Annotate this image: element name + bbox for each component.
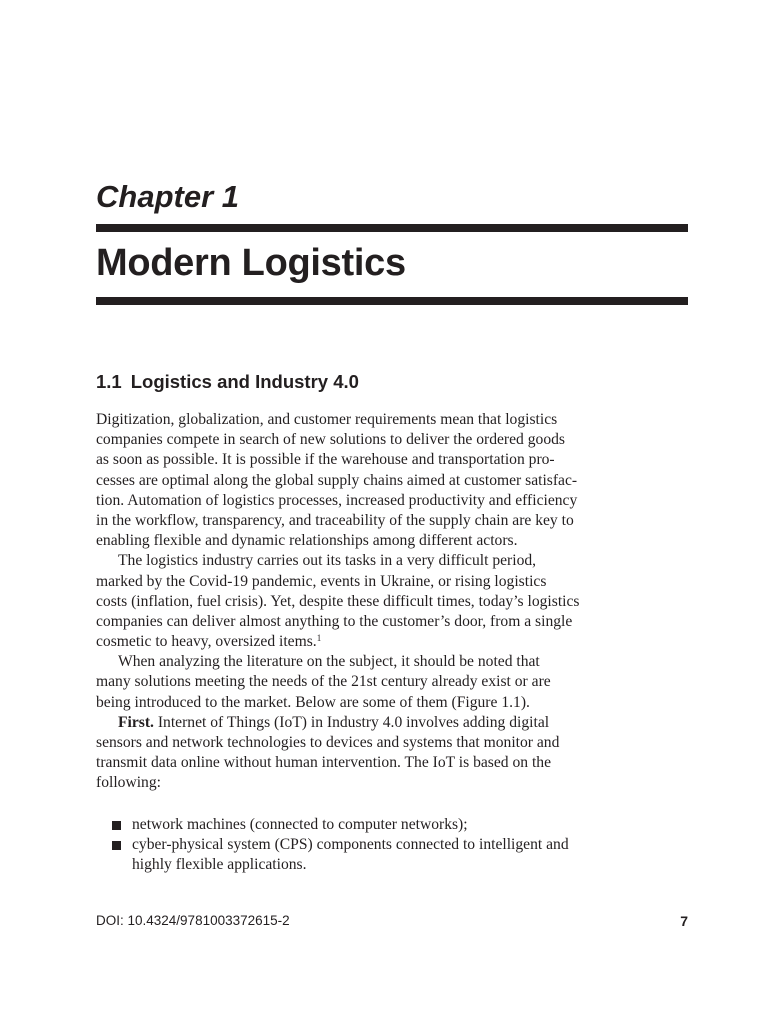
paragraph-line <box>96 632 688 652</box>
chapter-title: Modern Logistics <box>96 242 406 284</box>
chapter-rule-top <box>96 224 688 232</box>
paragraph-line <box>96 713 688 733</box>
paragraph-line: tion. Automation of logistics processes, increased productivity and efficiency <box>96 491 578 509</box>
chapter-label: Chapter 1 <box>96 179 239 214</box>
bullet-item <box>96 835 688 875</box>
paragraph-line: cesses are optimal along the global supply chains aimed at customer satisfac- <box>96 471 578 489</box>
paragraph-line: following: <box>96 774 161 792</box>
bullet-line <box>96 815 688 835</box>
square-bullet-icon <box>112 821 121 830</box>
bullet-text: cyber-physical system (CPS) components connected to intelligent and <box>132 835 569 853</box>
paragraph-line: Digitization, globalization, and customer requirements mean that logistics <box>96 411 558 428</box>
section-heading <box>96 368 359 396</box>
paragraph-line: in the workflow, transparency, and traceability of the supply chain are key to <box>96 511 574 529</box>
paragraph-line: enabling flexible and dynamic relationships among different actors. <box>96 532 518 550</box>
paragraph-1 <box>96 410 688 551</box>
paragraph-3 <box>96 652 688 713</box>
paragraph-line: transmit data online without human intervention. The IoT is based on the <box>96 754 552 772</box>
paragraph-line-text: cosmetic to heavy, oversized items. <box>96 633 317 651</box>
paragraph-line-text: Internet of Things (IoT) in Industry 4.0 involves adding digital <box>153 713 550 731</box>
bullet-list <box>96 815 688 876</box>
chapter-rule-bottom <box>96 297 688 305</box>
paragraph-2 <box>96 551 688 652</box>
paragraph-line: sensors and network technologies to devices and systems that monitor and <box>96 734 560 751</box>
paragraph-line: many solutions meeting the needs of the 21st century already exist or are <box>96 673 551 691</box>
paragraph-line: being introduced to the market. Below are some of them (Figure 1.1). <box>96 693 530 711</box>
paragraph-line: as soon as possible. It is possible if the warehouse and transportation pro- <box>96 451 555 469</box>
paragraph-lead-bold: First. <box>118 713 154 731</box>
square-bullet-icon <box>112 841 121 850</box>
paragraph-4 <box>96 713 688 794</box>
section-title: Logistics and Industry 4.0 <box>130 371 359 392</box>
list-spacer <box>96 794 688 815</box>
bullet-item <box>96 815 688 835</box>
footnote-marker[interactable]: 1 <box>316 633 322 644</box>
doi-footer: DOI: 10.4324/9781003372615-2 <box>96 913 290 928</box>
paragraph-line: The logistics industry carries out its tasks in a very difficult period, <box>118 552 537 570</box>
bullet-line-continued: highly flexible applications. <box>132 855 307 873</box>
paragraph-line: costs (inflation, fuel crisis). Yet, despite these difficult times, today’s logistics <box>96 592 580 610</box>
paragraph-line: companies can deliver almost anything to the customer’s door, from a single <box>96 612 573 630</box>
paragraph-line: marked by the Covid-19 pandemic, events in Ukraine, or rising logistics <box>96 572 547 590</box>
page-number: 7 <box>680 913 688 929</box>
body-text <box>96 410 688 875</box>
paragraph-line: companies compete in search of new solutions to deliver the ordered goods <box>96 431 565 449</box>
bullet-text: network machines (connected to computer networks); <box>132 815 468 833</box>
paragraph-line: When analyzing the literature on the subject, it should be noted that <box>118 653 540 671</box>
bullet-line <box>96 835 688 855</box>
section-number: 1.1 <box>96 371 122 392</box>
